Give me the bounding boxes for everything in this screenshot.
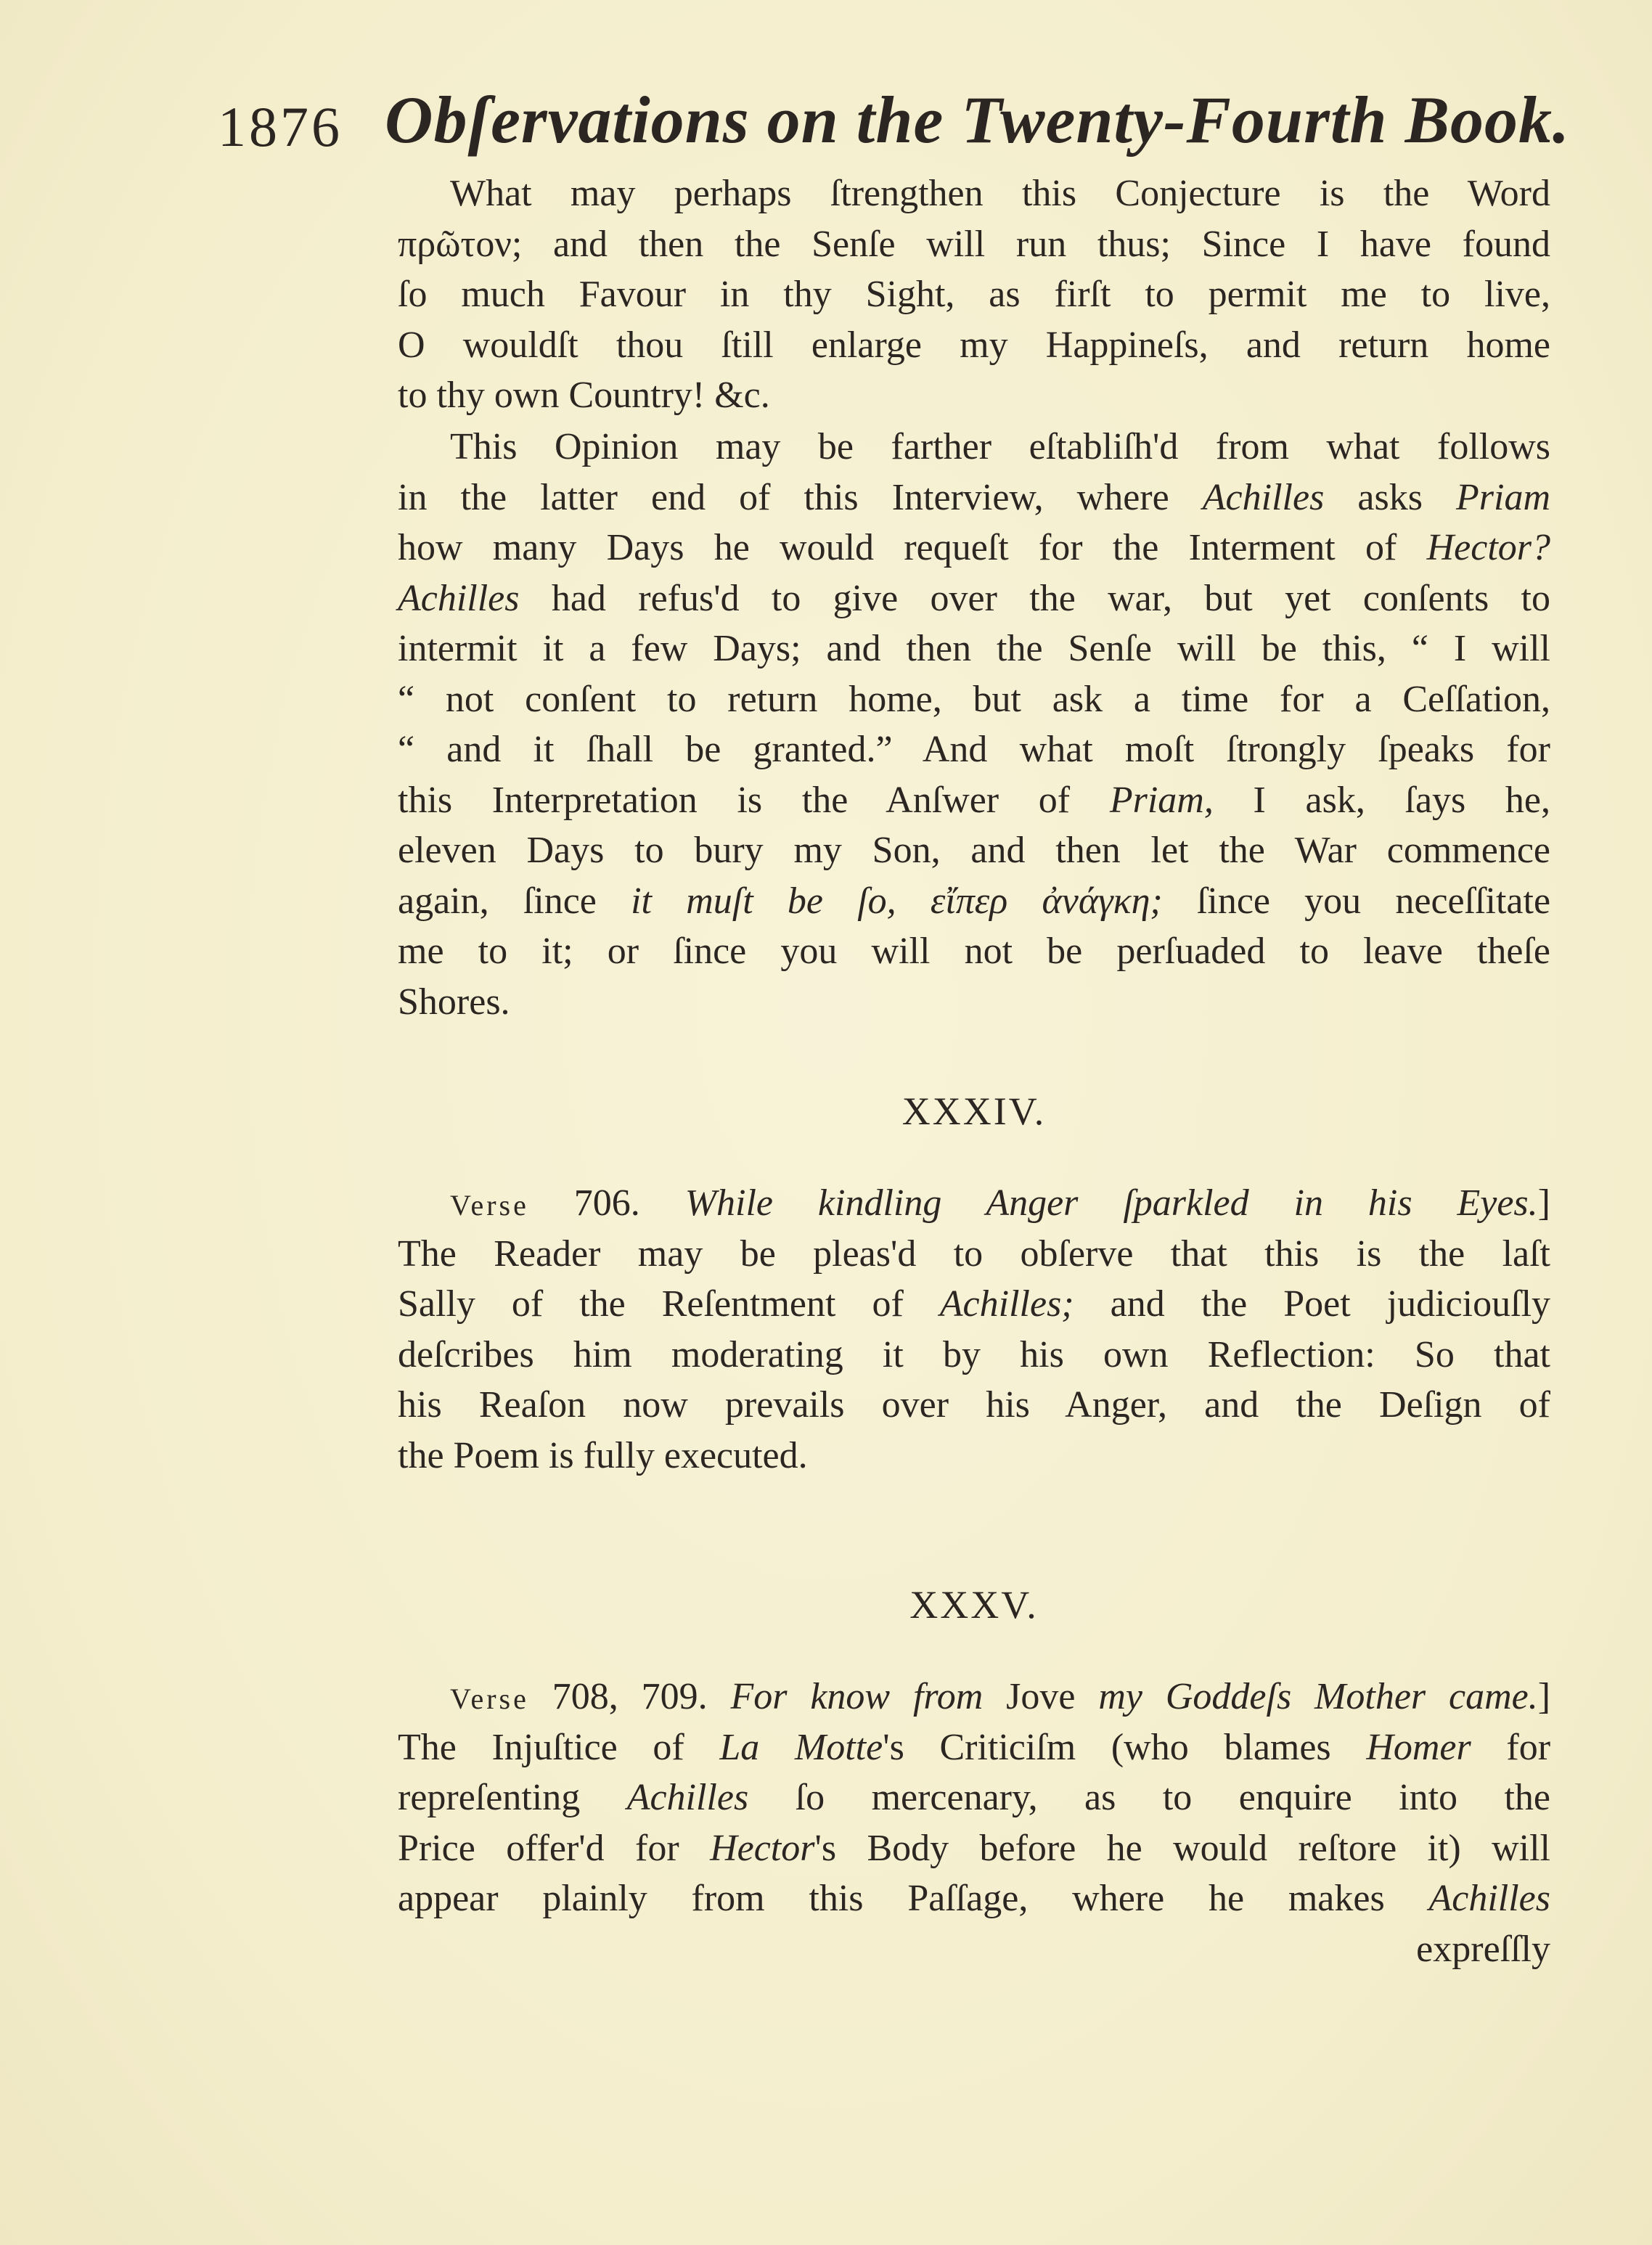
text-line: me to it; or ſince you will not be perſuaded to leave theſe (398, 931, 1550, 972)
text-line: deſcribes him moderating it by his own Reflection: So that (398, 1333, 1550, 1375)
text-line: intermit it a few Days; and then the Senſe will be this, “ I will (398, 628, 1550, 669)
text-line: This Opinion may be farther eſtabliſh'd from what follows (450, 426, 1550, 467)
text-line: ſo much Favour in thy Sight, as firſt to permit me to live, (398, 274, 1550, 315)
text-span: 's Body before he would reſtore it) will (814, 1827, 1551, 1869)
catchword: expreſſly (1416, 1928, 1550, 1970)
verse-number: 706. (573, 1182, 640, 1224)
name-achilles: Achilles (1428, 1878, 1551, 1919)
text-line: The Reader may be pleas'd to obſerve that this is the laſt (398, 1232, 1550, 1275)
text-line (398, 573, 1550, 624)
text-span: repreſenting (398, 1777, 581, 1818)
text-line (398, 1722, 1550, 1773)
paragraph-opinion (398, 422, 1550, 1027)
text-span: appear plainly from this Paſſage, where he makes (398, 1878, 1385, 1919)
verse-lemma-roman: Jove (1006, 1676, 1076, 1717)
text-span: this Interpretation is the Anſwer of (398, 779, 1071, 821)
text-span: ſo mercenary, as to enquire into the (795, 1777, 1551, 1818)
text-span: asks (1357, 476, 1423, 518)
text-span: again, ſince (398, 880, 597, 922)
text-span: I ask, ſays he, (1253, 779, 1551, 821)
text-span: The Injuſtice of (398, 1726, 684, 1768)
paragraph-verse-708 (398, 1672, 1550, 1974)
bracket: ] (1537, 1676, 1551, 1717)
greek-phrase: εἴπερ ἀνάγκη; (930, 880, 1163, 922)
page-title: Obſervations on the Twenty-Fourth Book. (385, 83, 1570, 157)
verse-label: Verse (450, 1682, 529, 1715)
text-span: in the latter end of this Interview, where (398, 476, 1169, 518)
page-number: 1876 (218, 95, 343, 158)
name-achilles: Achilles (398, 577, 520, 619)
text-line (398, 1873, 1550, 1924)
text-span: how many Days he would requeſt for the Interment of (398, 527, 1397, 568)
name-priam: Priam (1456, 476, 1551, 518)
text-span: for (1506, 1726, 1551, 1768)
verse-label: Verse (450, 1189, 529, 1222)
text-line: Shores. (398, 981, 510, 1023)
name-la-motte: La Motte (719, 1726, 883, 1768)
text-line: to thy own Country! &c. (398, 375, 770, 416)
text-span: and the Poet judiciouſly (1110, 1283, 1551, 1325)
bracket: ] (1537, 1182, 1550, 1224)
name-hector: Hector? (1426, 527, 1551, 568)
text-span: Sally of the Reſentment of (398, 1283, 904, 1325)
text-line (398, 1672, 1550, 1722)
section-number-xxxv: XXXV. (909, 1583, 1039, 1627)
text-line (398, 1823, 1550, 1874)
name-achilles: Achilles; (939, 1283, 1074, 1325)
text-line: eleven Days to bury my Son, and then let the War commence (398, 830, 1550, 871)
text-line: What may perhaps ſtrengthen this Conjecture is the Word (450, 173, 1550, 214)
name-hector: Hector (710, 1827, 815, 1869)
text-span: had refus'd to give over the war, but yet conſents to (551, 577, 1550, 619)
text-line (398, 775, 1550, 826)
text-line (398, 1178, 1550, 1229)
paragraph-conjecture (398, 168, 1550, 421)
section-number-xxxiv: XXXIV. (901, 1089, 1047, 1133)
verse-lemma: my Goddeſs Mother came. (1098, 1676, 1538, 1717)
text-line: O wouldſt thou ſtill enlarge my Happineſs, and return home (398, 324, 1550, 366)
text-line: “ and it ſhall be granted.” And what moſt ſtrongly ſpeaks for (398, 729, 1550, 770)
verse-number: 708, 709. (552, 1676, 708, 1717)
name-priam: Priam, (1109, 779, 1214, 821)
verse-lemma: While kindling Anger ſparkled in his Eyes. (684, 1182, 1538, 1224)
name-achilles: Achilles (626, 1777, 749, 1818)
text-line (398, 1772, 1550, 1823)
paragraph-verse-706 (398, 1178, 1550, 1481)
text-line: the Poem is fully executed. (398, 1434, 808, 1476)
name-homer: Homer (1366, 1726, 1471, 1768)
text-line: “ not conſent to return home, but ask a time for a Ceſſation, (398, 678, 1550, 720)
text-line: his Reaſon now prevails over his Anger, and the Deſign of (398, 1384, 1550, 1426)
text-span: Price offer'd for (398, 1827, 679, 1869)
quoted-phrase: it muſt be ſo, (631, 880, 896, 922)
text-line (398, 1279, 1550, 1330)
text-span: 's Criticiſm (who blames (883, 1726, 1331, 1768)
name-achilles: Achilles (1202, 476, 1325, 518)
text-span: ſince you neceſſitate (1196, 880, 1551, 922)
text-line (398, 523, 1550, 573)
running-head (218, 81, 1570, 161)
text-line (398, 473, 1550, 523)
text-line (398, 876, 1550, 927)
verse-lemma: For know from (730, 1676, 984, 1717)
text-line: πρῶτον; and then the Senſe will run thus; Since I have found (398, 223, 1550, 265)
